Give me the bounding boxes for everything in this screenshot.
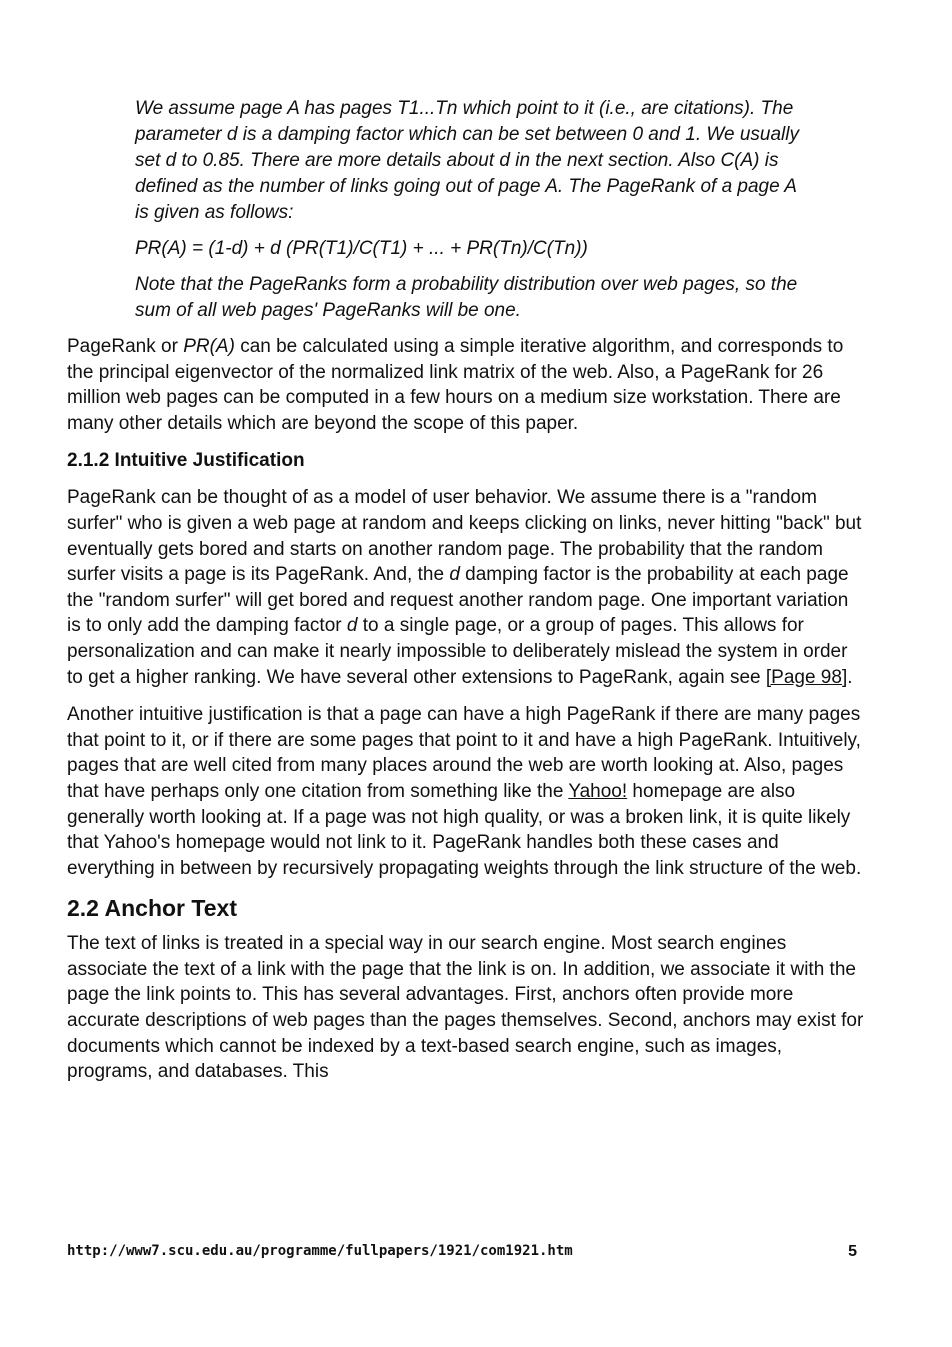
blockquote [135, 96, 815, 324]
paragraph-random-surfer [67, 485, 867, 690]
page-footer [67, 1243, 867, 1265]
italic-term: d [449, 564, 460, 586]
text-run: ]. [841, 666, 853, 688]
page-content [67, 96, 867, 1233]
text-run: damping factor is the probability at each page the "random surfer" will get bored and request another random page. One important variation is to only add the damping factor [67, 564, 849, 637]
text-run: PageRank can be thought of as a model of user behavior. We assume there is a "random surfer" who is given a web page at random and keeps clicking on links, never hitting "back" but eventually gets bored and starts on another random page. The probability that the random surfer visits a page is its PageRank. And, the [67, 487, 862, 586]
pagerank-formula: PR(A) = (1-d) + d (PR(T1)/C(T1) + ... + PR(Tn)/C(Tn)) [135, 238, 588, 259]
text-run: PageRank or [67, 336, 184, 357]
paragraph-intuitive-justification [67, 702, 867, 881]
text-run: to a single page, or a group of pages. This allows for personalization and can make it nearly impossible to deliberately mislead the system in order to get a higher ranking. We have several other extensions to PageRank, again see [67, 615, 848, 688]
quote-paragraph: We assume page A has pages T1...Tn which point to it (i.e., are citations). The parameter d is a damping factor which can be set between 0 and 1. We usually set d to 0.85. There are more details about d in the next section. Also C(A) is defined as the number of links going out of page A. The PageRank of a page A is given as follows: [135, 98, 799, 223]
text-run: Another intuitive justification is that a page can have a high PageRank if there are many pages that point to it, or if there are some pages that point to it and have a high PageRank. Intuitively, pages that are well cited from many places around the web are worth looking at. Also, pages that have perhaps only one citation from something like the [67, 704, 861, 802]
page98-link[interactable]: [Page 98 [765, 666, 842, 688]
yahoo-link[interactable]: Yahoo! [568, 780, 628, 802]
text-run: can be calculated using a simple iterative algorithm, and corresponds to the principal eigenvector of the normalized link matrix of the web. Also, a PageRank for 26 million web pages can be computed in a few hours on a medium size workstation. There are many other details which are beyond the scope of this paper. [67, 336, 844, 434]
italic-term: d [346, 615, 358, 637]
paragraph-calculation [67, 334, 867, 436]
quote-note: Note that the PageRanks form a probability distribution over web pages, so the sum of all web pages' PageRanks will be one. [135, 274, 798, 321]
footer-url: http://www7.scu.edu.au/programme/fullpapers/1921/com1921.htm [67, 1243, 573, 1259]
section-heading-2-2: 2.2 Anchor Text [67, 895, 237, 922]
page-number: 5 [848, 1243, 857, 1260]
italic-term: PR(A) [183, 336, 235, 357]
section-heading-2-1-2: 2.1.2 Intuitive Justification [67, 450, 305, 472]
paragraph-anchor-text: The text of links is treated in a special way in our search engine. Most search engines associate the text of a link with the page that the link is on. In addition, we associate it with the page the link points to. This has several advantages. First, anchors often provide more accurate descriptions of web pages than the pages themselves. Second, anchors may exist for documents which cannot be indexed by a text-based search engine, such as images, programs, and databases. This [67, 933, 864, 1083]
text-run: homepage are also generally worth looking at. If a page was not high quality, or was a broken link, it is quite likely that Yahoo's homepage would not link to it. PageRank handles both these cases and everything in between by recursively propagating weights through the link structure of the web. [67, 780, 862, 879]
